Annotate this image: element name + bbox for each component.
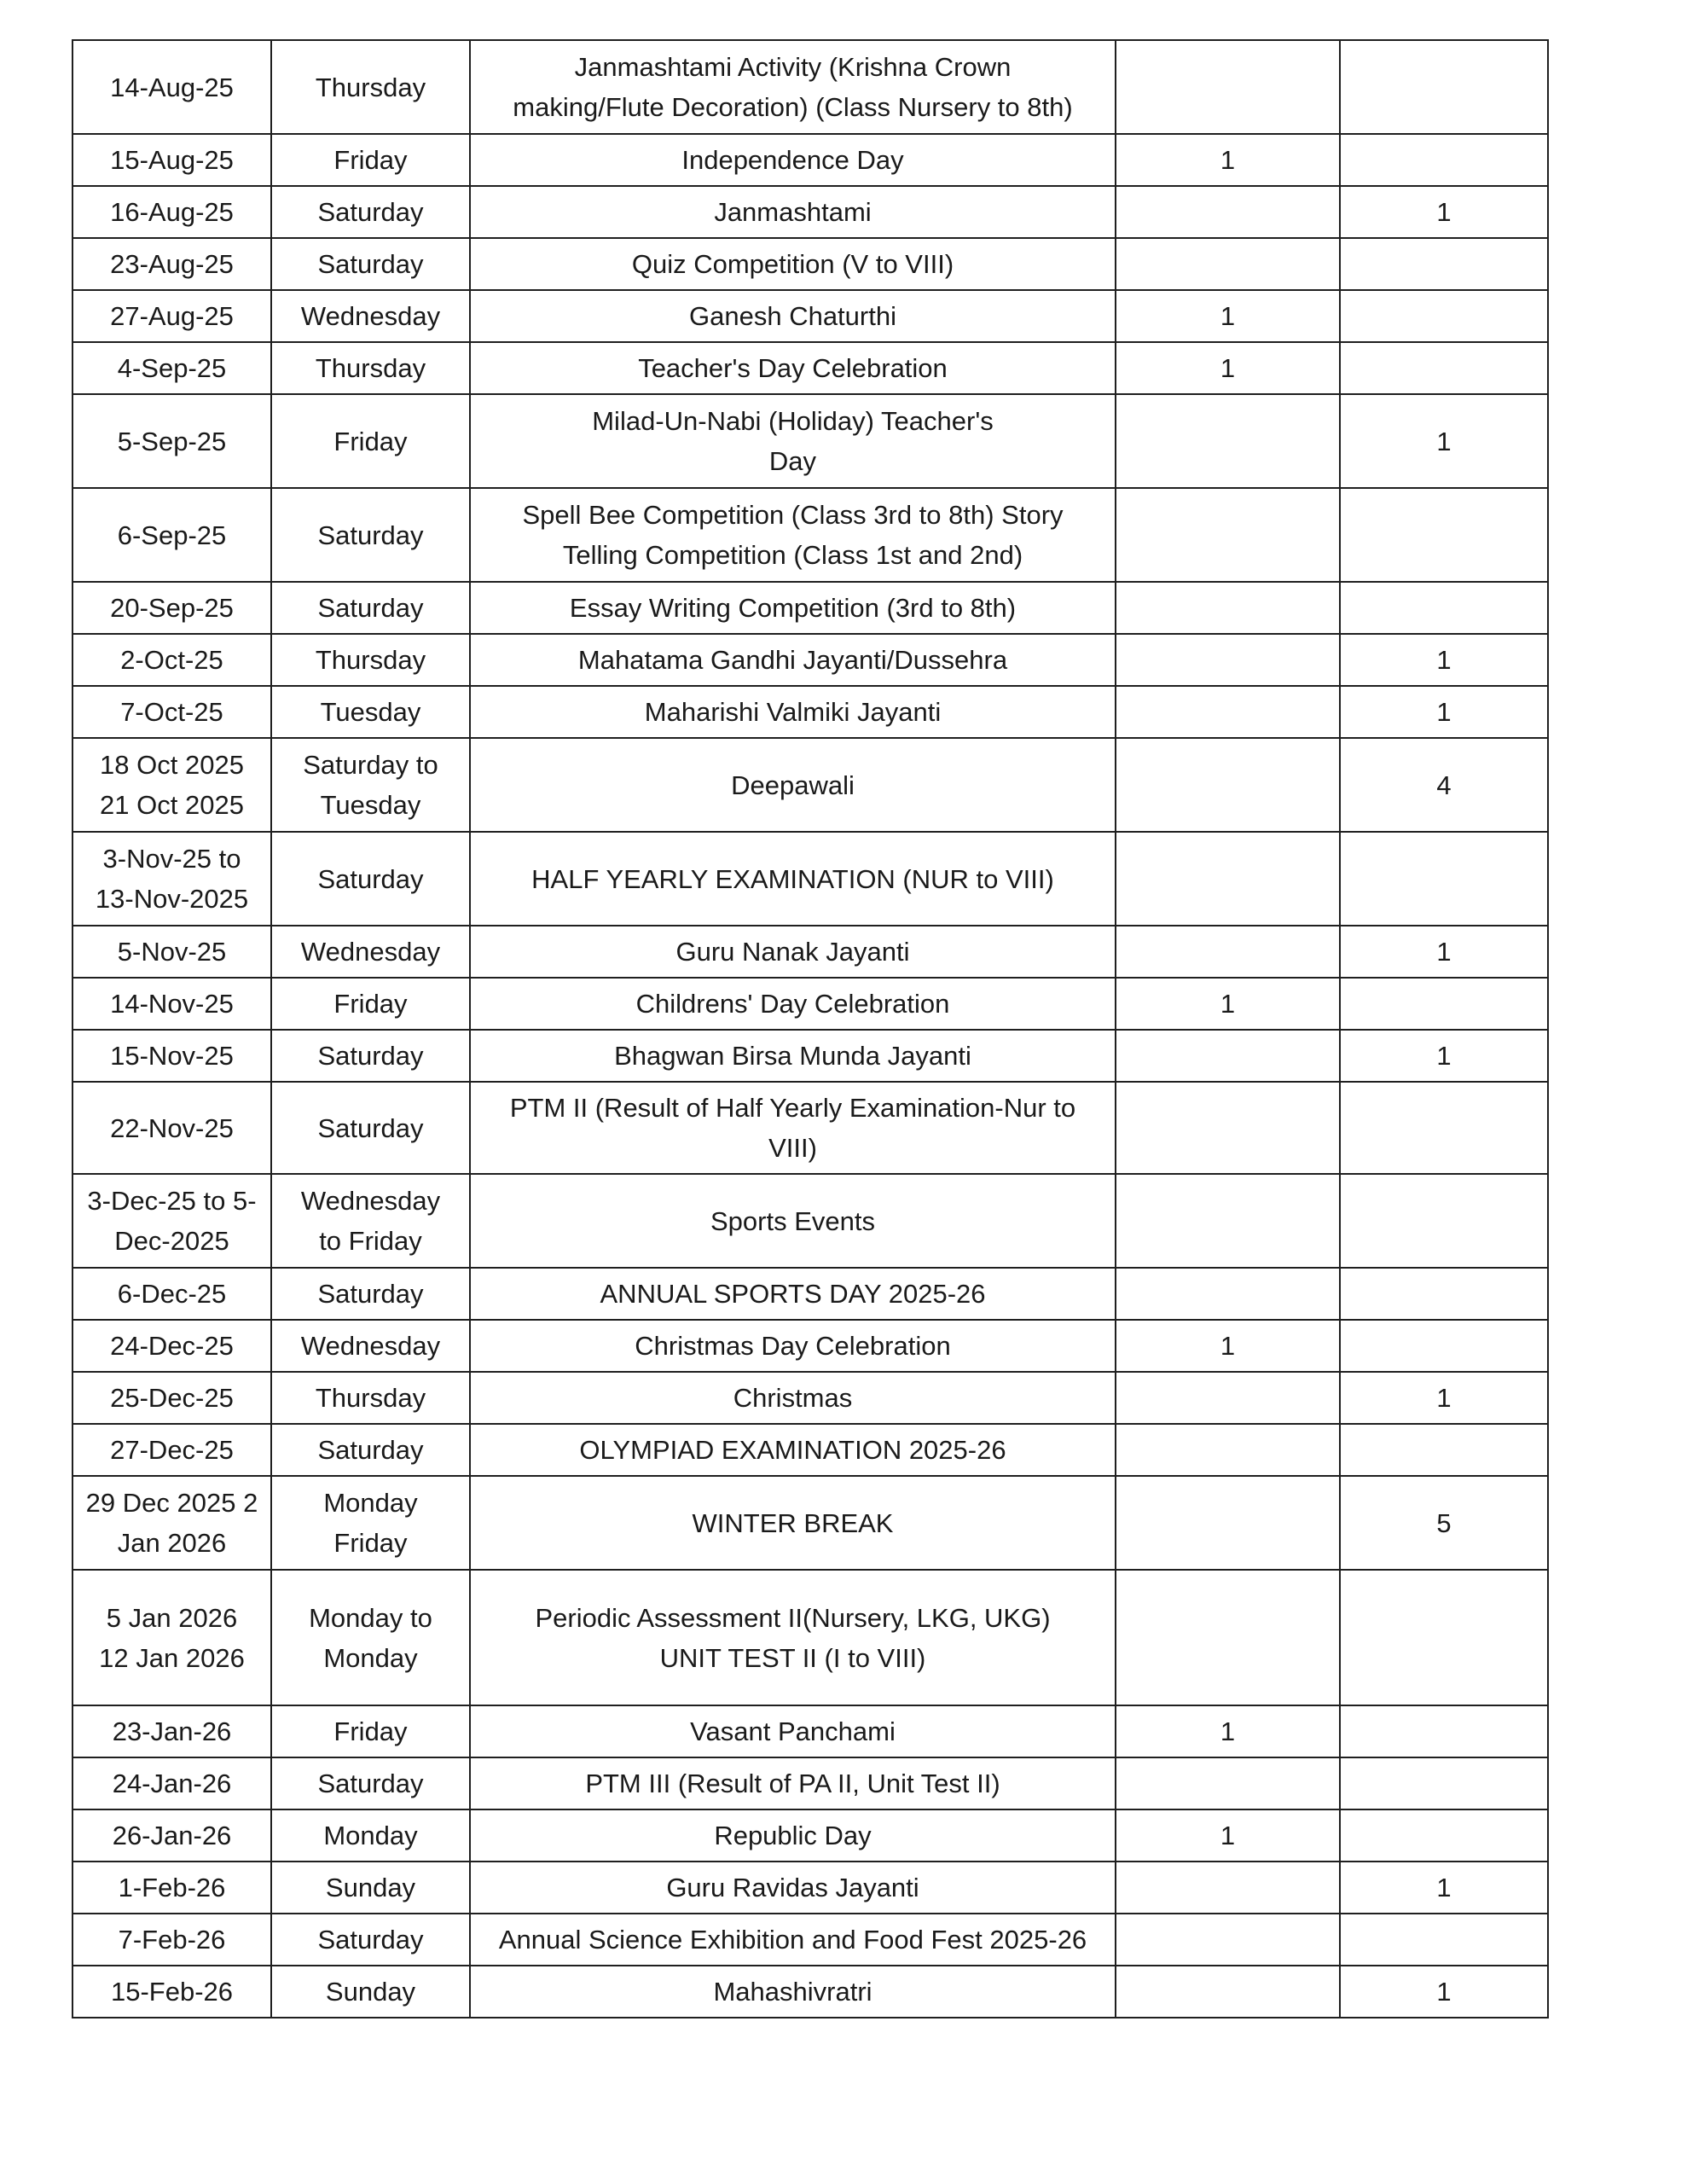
cell-count-a: 1 — [1116, 978, 1340, 1030]
cell-day: Thursday — [271, 342, 470, 394]
cell-day: Saturday — [271, 488, 470, 582]
cell-date: 3-Dec-25 to 5- Dec-2025 — [72, 1174, 271, 1268]
cell-date: 7-Oct-25 — [72, 686, 271, 738]
cell-date: 23-Aug-25 — [72, 238, 271, 290]
calendar-table — [72, 39, 1549, 2018]
cell-date: 15-Feb-26 — [72, 1966, 271, 2018]
cell-event: Spell Bee Competition (Class 3rd to 8th) Story Telling Competition (Class 1st and 2nd) — [470, 488, 1116, 582]
cell-count-a: 1 — [1116, 342, 1340, 394]
table-row — [72, 40, 1548, 134]
cell-event: Guru Ravidas Jayanti — [470, 1862, 1116, 1914]
table-row — [72, 342, 1548, 394]
table-row — [72, 186, 1548, 238]
cell-count-b — [1340, 832, 1548, 926]
cell-count-b — [1340, 1757, 1548, 1809]
cell-count-b: 1 — [1340, 686, 1548, 738]
cell-date: 1-Feb-26 — [72, 1862, 271, 1914]
cell-count-b — [1340, 342, 1548, 394]
cell-day: Saturday to Tuesday — [271, 738, 470, 832]
cell-event: Mahashivratri — [470, 1966, 1116, 2018]
cell-day: Friday — [271, 978, 470, 1030]
table-row — [72, 1268, 1548, 1320]
table-row — [72, 134, 1548, 186]
cell-count-b — [1340, 290, 1548, 342]
cell-count-a — [1116, 40, 1340, 134]
cell-count-a — [1116, 582, 1340, 634]
cell-date: 18 Oct 2025 21 Oct 2025 — [72, 738, 271, 832]
cell-event: Essay Writing Competition (3rd to 8th) — [470, 582, 1116, 634]
cell-event: Milad-Un-Nabi (Holiday) Teacher's Day — [470, 394, 1116, 488]
cell-count-a: 1 — [1116, 1809, 1340, 1862]
cell-day: Thursday — [271, 40, 470, 134]
cell-event: Republic Day — [470, 1809, 1116, 1862]
cell-event: PTM II (Result of Half Yearly Examination-Nur to VIII) — [470, 1082, 1116, 1174]
table-row — [72, 488, 1548, 582]
cell-count-b — [1340, 582, 1548, 634]
cell-event: Annual Science Exhibition and Food Fest 2025-26 — [470, 1914, 1116, 1966]
table-row — [72, 978, 1548, 1030]
cell-day: Thursday — [271, 1372, 470, 1424]
cell-count-a — [1116, 634, 1340, 686]
cell-count-a — [1116, 1082, 1340, 1174]
cell-date: 15-Nov-25 — [72, 1030, 271, 1082]
cell-date: 29 Dec 2025 2 Jan 2026 — [72, 1476, 271, 1570]
cell-date: 14-Nov-25 — [72, 978, 271, 1030]
table-row — [72, 738, 1548, 832]
cell-count-b: 1 — [1340, 1030, 1548, 1082]
cell-event: Sports Events — [470, 1174, 1116, 1268]
cell-count-a — [1116, 1966, 1340, 2018]
cell-count-a — [1116, 1862, 1340, 1914]
cell-date: 24-Dec-25 — [72, 1320, 271, 1372]
cell-count-a — [1116, 1268, 1340, 1320]
cell-date: 4-Sep-25 — [72, 342, 271, 394]
cell-day: Saturday — [271, 186, 470, 238]
cell-count-a — [1116, 1424, 1340, 1476]
cell-event: ANNUAL SPORTS DAY 2025-26 — [470, 1268, 1116, 1320]
table-row — [72, 1372, 1548, 1424]
table-row — [72, 686, 1548, 738]
table-row — [72, 1757, 1548, 1809]
cell-date: 23-Jan-26 — [72, 1705, 271, 1757]
table-row — [72, 832, 1548, 926]
calendar-body — [72, 40, 1548, 2018]
cell-date: 20-Sep-25 — [72, 582, 271, 634]
cell-event: Childrens' Day Celebration — [470, 978, 1116, 1030]
cell-event: HALF YEARLY EXAMINATION (NUR to VIII) — [470, 832, 1116, 926]
cell-event: PTM III (Result of PA II, Unit Test II) — [470, 1757, 1116, 1809]
cell-event: Christmas — [470, 1372, 1116, 1424]
cell-event: Periodic Assessment II(Nursery, LKG, UKG) UNIT TEST II (I to VIII) — [470, 1570, 1116, 1705]
cell-count-a — [1116, 488, 1340, 582]
cell-count-b — [1340, 1174, 1548, 1268]
cell-day: Monday to Monday — [271, 1570, 470, 1705]
cell-count-b: 1 — [1340, 634, 1548, 686]
table-row — [72, 1809, 1548, 1862]
cell-day: Sunday — [271, 1966, 470, 2018]
cell-count-a — [1116, 1570, 1340, 1705]
cell-event: Guru Nanak Jayanti — [470, 926, 1116, 978]
cell-day: Saturday — [271, 1030, 470, 1082]
cell-day: Saturday — [271, 1268, 470, 1320]
cell-event: Independence Day — [470, 134, 1116, 186]
cell-event: Janmashtami — [470, 186, 1116, 238]
table-row — [72, 1705, 1548, 1757]
cell-day: Saturday — [271, 582, 470, 634]
cell-count-a: 1 — [1116, 290, 1340, 342]
cell-date: 25-Dec-25 — [72, 1372, 271, 1424]
cell-event: Bhagwan Birsa Munda Jayanti — [470, 1030, 1116, 1082]
cell-day: Friday — [271, 394, 470, 488]
cell-event: Mahatama Gandhi Jayanti/Dussehra — [470, 634, 1116, 686]
cell-count-b: 1 — [1340, 1372, 1548, 1424]
cell-count-b: 1 — [1340, 1862, 1548, 1914]
cell-count-a — [1116, 238, 1340, 290]
cell-count-a — [1116, 1476, 1340, 1570]
cell-count-a: 1 — [1116, 1320, 1340, 1372]
cell-count-b: 1 — [1340, 186, 1548, 238]
cell-date: 14-Aug-25 — [72, 40, 271, 134]
cell-count-a — [1116, 926, 1340, 978]
cell-day: Saturday — [271, 1757, 470, 1809]
cell-count-b — [1340, 488, 1548, 582]
cell-event: Teacher's Day Celebration — [470, 342, 1116, 394]
cell-day: Saturday — [271, 1424, 470, 1476]
table-row — [72, 1030, 1548, 1082]
cell-count-a: 1 — [1116, 1705, 1340, 1757]
cell-date: 6-Dec-25 — [72, 1268, 271, 1320]
cell-count-a — [1116, 832, 1340, 926]
cell-count-b: 5 — [1340, 1476, 1548, 1570]
cell-date: 5-Sep-25 — [72, 394, 271, 488]
cell-count-a — [1116, 1372, 1340, 1424]
cell-count-b: 1 — [1340, 1966, 1548, 2018]
table-row — [72, 394, 1548, 488]
cell-event: Quiz Competition (V to VIII) — [470, 238, 1116, 290]
cell-day: Saturday — [271, 238, 470, 290]
cell-count-b — [1340, 238, 1548, 290]
cell-count-a — [1116, 1174, 1340, 1268]
cell-date: 26-Jan-26 — [72, 1809, 271, 1862]
cell-event: Deepawali — [470, 738, 1116, 832]
table-row — [72, 1082, 1548, 1174]
cell-count-a — [1116, 1757, 1340, 1809]
cell-date: 5-Nov-25 — [72, 926, 271, 978]
cell-count-a — [1116, 186, 1340, 238]
cell-count-b — [1340, 1082, 1548, 1174]
cell-count-b — [1340, 1914, 1548, 1966]
cell-count-b — [1340, 1705, 1548, 1757]
cell-event: Christmas Day Celebration — [470, 1320, 1116, 1372]
table-row — [72, 1476, 1548, 1570]
cell-date: 7-Feb-26 — [72, 1914, 271, 1966]
cell-count-b — [1340, 1268, 1548, 1320]
cell-count-b — [1340, 1809, 1548, 1862]
cell-date: 6-Sep-25 — [72, 488, 271, 582]
cell-date: 27-Dec-25 — [72, 1424, 271, 1476]
table-row — [72, 634, 1548, 686]
cell-day: Wednesday — [271, 290, 470, 342]
cell-count-b — [1340, 40, 1548, 134]
cell-count-b — [1340, 1320, 1548, 1372]
cell-event: Ganesh Chaturthi — [470, 290, 1116, 342]
cell-day: Tuesday — [271, 686, 470, 738]
cell-count-b — [1340, 1570, 1548, 1705]
cell-date: 3-Nov-25 to 13-Nov-2025 — [72, 832, 271, 926]
cell-day: Friday — [271, 134, 470, 186]
cell-count-a — [1116, 394, 1340, 488]
cell-count-b: 1 — [1340, 926, 1548, 978]
table-row — [72, 290, 1548, 342]
cell-day: Saturday — [271, 832, 470, 926]
cell-day: Sunday — [271, 1862, 470, 1914]
cell-event: Vasant Panchami — [470, 1705, 1116, 1757]
cell-event: WINTER BREAK — [470, 1476, 1116, 1570]
cell-count-b: 1 — [1340, 394, 1548, 488]
cell-count-b — [1340, 1424, 1548, 1476]
cell-date: 2-Oct-25 — [72, 634, 271, 686]
cell-count-b: 4 — [1340, 738, 1548, 832]
table-row — [72, 1320, 1548, 1372]
cell-day: Monday — [271, 1809, 470, 1862]
cell-count-a — [1116, 738, 1340, 832]
cell-date: 24-Jan-26 — [72, 1757, 271, 1809]
cell-date: 16-Aug-25 — [72, 186, 271, 238]
cell-count-a — [1116, 1030, 1340, 1082]
cell-date: 22-Nov-25 — [72, 1082, 271, 1174]
cell-event: Maharishi Valmiki Jayanti — [470, 686, 1116, 738]
table-row — [72, 1966, 1548, 2018]
table-row — [72, 1570, 1548, 1705]
cell-count-b — [1340, 978, 1548, 1030]
cell-day: Wednesday — [271, 926, 470, 978]
table-row — [72, 238, 1548, 290]
cell-date: 27-Aug-25 — [72, 290, 271, 342]
table-row — [72, 926, 1548, 978]
cell-day: Thursday — [271, 634, 470, 686]
cell-date: 15-Aug-25 — [72, 134, 271, 186]
table-row — [72, 1174, 1548, 1268]
table-row — [72, 1914, 1548, 1966]
cell-day: Saturday — [271, 1082, 470, 1174]
table-row — [72, 582, 1548, 634]
cell-day: Saturday — [271, 1914, 470, 1966]
table-row — [72, 1424, 1548, 1476]
cell-count-b — [1340, 134, 1548, 186]
cell-event: OLYMPIAD EXAMINATION 2025-26 — [470, 1424, 1116, 1476]
table-row — [72, 1862, 1548, 1914]
cell-event: Janmashtami Activity (Krishna Crown making/Flute Decoration) (Class Nursery to 8th) — [470, 40, 1116, 134]
cell-count-a — [1116, 1914, 1340, 1966]
cell-date: 5 Jan 2026 12 Jan 2026 — [72, 1570, 271, 1705]
cell-count-a: 1 — [1116, 134, 1340, 186]
cell-count-a — [1116, 686, 1340, 738]
cell-day: Wednesday — [271, 1320, 470, 1372]
cell-day: Wednesday to Friday — [271, 1174, 470, 1268]
cell-day: Friday — [271, 1705, 470, 1757]
cell-day: Monday Friday — [271, 1476, 470, 1570]
